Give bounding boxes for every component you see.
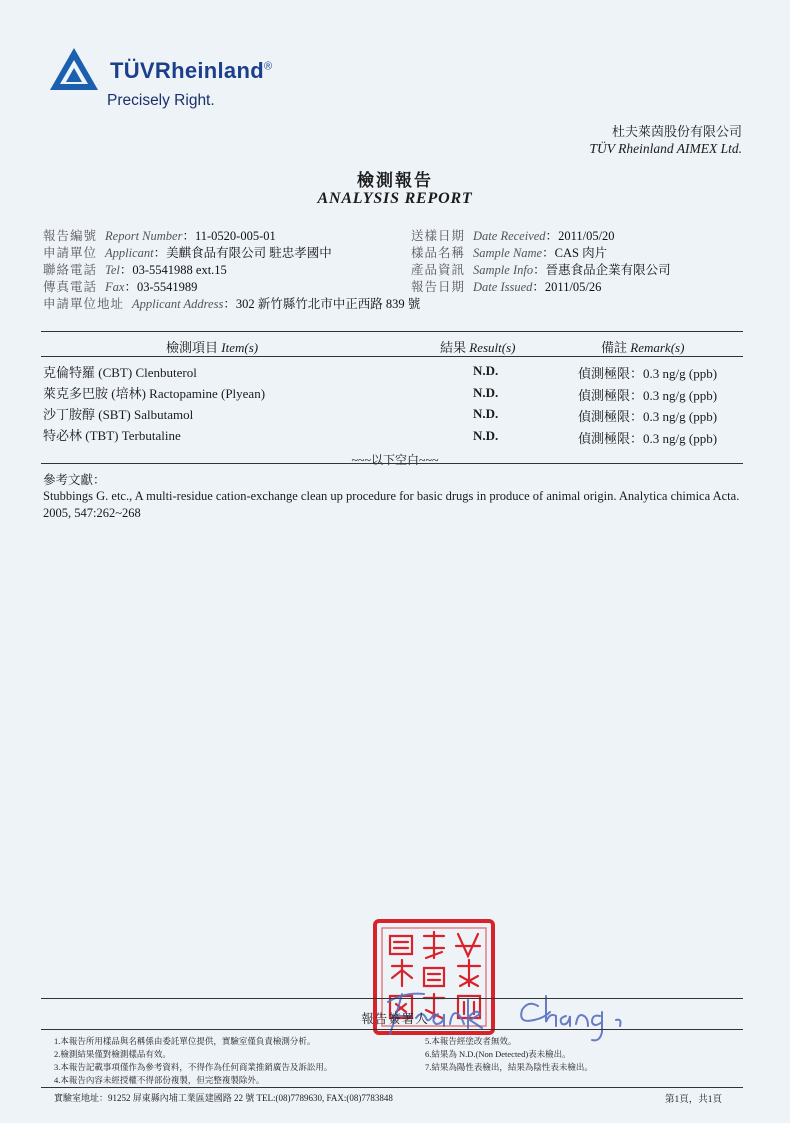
note-item: 5.本報告經塗改者無效。 <box>425 1036 517 1046</box>
table-row-result: N.D. <box>473 385 499 400</box>
info-fax: 傳真電話 Fax：03-5541989 <box>43 280 198 294</box>
note-item: 3.本報告記載事項僅作為參考資料，不得作為任何商業推銷廣告及訴訟用。 <box>54 1062 333 1072</box>
table-row-remark: 偵測極限：0.3 ng/g (ppb) <box>578 366 718 381</box>
signature-top-rule <box>41 998 743 999</box>
footer-top-rule <box>41 1087 743 1088</box>
tuv-triangle-logo-icon <box>48 46 100 97</box>
table-top-rule <box>41 331 743 332</box>
table-row-remark: 偵測極限：0.3 ng/g (ppb) <box>578 431 718 446</box>
info-tel: 聯絡電話 Tel：03-5541988 ext.15 <box>43 263 227 277</box>
table-row-item: 萊克多巴胺 (培林) Ractopamine (Plyean) <box>43 386 266 401</box>
table-row-item: 克倫特羅 (CBT) Clenbuterol <box>43 365 197 380</box>
table-row-item: 特必林 (TBT) Terbutaline <box>43 428 181 443</box>
note-item: 1.本報告所用樣品與名稱係由委託單位提供，實驗室僅負責檢測分析。 <box>54 1036 316 1046</box>
header-remark: 備註 Remark(s) <box>601 340 685 355</box>
note-item: 7.結果為陽性表檢出，結果為陰性表未檢出。 <box>425 1062 593 1072</box>
report-title-cn: 檢測報告 <box>357 171 433 190</box>
brand-name: TÜVRheinland® <box>110 58 273 83</box>
references-text: Stubbings G. etc., A multi-residue cation-exchange clean up procedure for basic drugs in produce of animal origin. Analytica chimica Acta. 2005, 547:262~268 <box>43 489 740 520</box>
header-item: 檢測項目 Item(s) <box>166 340 259 355</box>
report-title-en: ANALYSIS REPORT <box>317 190 473 207</box>
header-result: 結果 Result(s) <box>440 340 516 355</box>
info-sample-info: 產品資訊 Sample Info：晉惠食品企業有限公司 <box>411 263 671 277</box>
company-name-en: TÜV Rheinland AIMEX Ltd. <box>589 141 742 156</box>
info-applicant-address: 申請單位地址 Applicant Address：302 新竹縣竹北市中正西路 839 號 <box>43 297 421 311</box>
table-bottom-rule <box>41 463 743 464</box>
note-item: 2.檢測結果僅對檢測樣品有效。 <box>54 1049 171 1059</box>
note-item: 4.本報告內容未經授權不得部份複製，但完整複製除外。 <box>54 1075 265 1085</box>
brand-tagline: Precisely Right. <box>107 92 215 109</box>
table-row-result: N.D. <box>473 428 499 443</box>
note-item: 6.結果為 N.D.(Non Detected)表未檢出。 <box>425 1049 571 1059</box>
page-number: 第1頁，共1頁 <box>664 1095 722 1105</box>
table-row-remark: 偵測極限：0.3 ng/g (ppb) <box>578 388 718 403</box>
table-row-remark: 偵測極限：0.3 ng/g (ppb) <box>578 409 718 424</box>
lab-address: 實驗室地址：91252 屏東縣內埔工業區建國路 22 號 TEL:(08)7789630, FAX:(08)7783848 <box>54 1093 393 1103</box>
table-header-rule <box>41 356 743 357</box>
info-date-received: 送樣日期 Date Received：2011/05/20 <box>411 229 615 243</box>
table-row-item: 沙丁胺醇 (SBT) Salbutamol <box>43 407 194 422</box>
info-sample-name: 樣品名稱 Sample Name：CAS 肉片 <box>411 246 608 260</box>
company-name-cn: 杜夫萊茵股份有限公司 <box>611 124 742 139</box>
info-date-issued: 報告日期 Date Issued：2011/05/26 <box>411 280 602 294</box>
signer-label: 報告簽署人 <box>361 1012 429 1026</box>
table-row-result: N.D. <box>473 363 499 378</box>
info-applicant: 申請單位 Applicant：美麒食品有限公司 駐忠孝國中 <box>43 246 332 260</box>
references-title: 參考文獻： <box>43 473 106 487</box>
table-row-result: N.D. <box>473 406 499 421</box>
info-report-number: 報告編號 Report Number：11-0520-005-01 <box>43 229 276 243</box>
blank-below-marker: ~~~以下空白~~~ <box>351 453 439 467</box>
notes-top-rule <box>41 1029 743 1030</box>
